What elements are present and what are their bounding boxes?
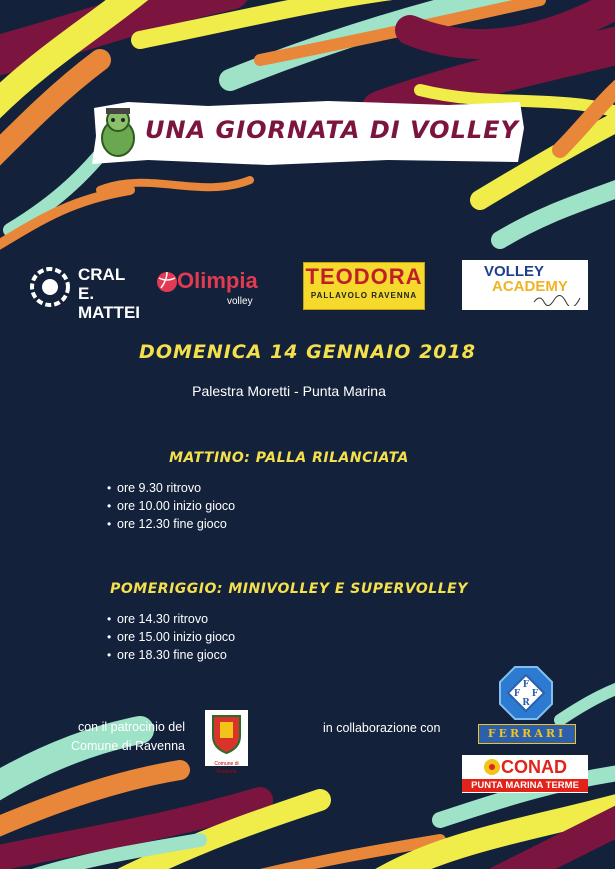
olimpia-name: Olimpia (177, 268, 258, 293)
morning-heading: MATTINO: PALLA RILANCIATA (169, 450, 409, 466)
event-date: DOMENICA 14 GENNAIO 2018 (139, 341, 476, 363)
cral-line2: E. MATTEI (78, 284, 141, 322)
patronage-line2: Comune di Ravenna (71, 739, 185, 753)
cral-text (78, 265, 140, 322)
list-item: • ore 15.00 inizio gioco (107, 628, 235, 646)
olimpia-sub: volley (227, 296, 253, 307)
ferrari-emblem-icon (498, 665, 554, 721)
svg-text:F: F (513, 689, 521, 699)
volley-academy-logo (462, 260, 588, 310)
academy-line2: ACADEMY (492, 278, 568, 295)
cral-emblem-icon (28, 265, 74, 309)
collaboration-label: in collaborazione con (323, 721, 441, 735)
teodora-logo (303, 262, 425, 310)
morning-schedule (107, 479, 235, 533)
list-item: • ore 10.00 inizio gioco (107, 497, 235, 515)
event-title: UNA GIORNATA DI VOLLEY (145, 116, 519, 144)
olimpia-volley-logo (155, 262, 267, 310)
signature-icon (532, 294, 582, 306)
cral-mattei-logo (28, 265, 141, 322)
teodora-sub: PALLAVOLO RAVENNA (310, 291, 418, 300)
afternoon-schedule (107, 610, 235, 664)
conad-name: CONAD (501, 757, 567, 777)
crest-caption: Comune di Ravenna (214, 761, 239, 775)
volleyball-icon (155, 270, 179, 294)
coat-of-arms-icon (205, 710, 248, 756)
svg-text:F: F (531, 689, 539, 699)
list-item: • ore 12.30 fine gioco (107, 515, 235, 533)
patronage-line1: con il patrocinio del (77, 720, 185, 734)
mascot-logo-icon (96, 104, 140, 160)
svg-text:R: R (522, 698, 530, 708)
conad-flower-icon (483, 758, 501, 776)
list-item: • ore 14.30 ritrovo (107, 610, 235, 628)
list-item: • ore 18.30 fine gioco (107, 646, 235, 664)
conad-sub: PUNTA MARINA TERME (462, 779, 588, 792)
conad-logo (462, 755, 588, 793)
list-item: • ore 9.30 ritrovo (107, 479, 235, 497)
ferrari-name: FERRARI (478, 724, 576, 744)
academy-line1: VOLLEY (484, 263, 545, 280)
cral-line1: CRAL (78, 265, 126, 284)
event-venue: Palestra Moretti - Punta Marina (192, 383, 386, 399)
ravenna-crest-logo (205, 710, 248, 775)
svg-text:F: F (522, 680, 530, 690)
afternoon-heading: POMERIGGIO: MINIVOLLEY E SUPERVOLLEY (110, 581, 468, 597)
teodora-name: TEODORA (305, 264, 423, 289)
patronage-text (40, 718, 185, 756)
